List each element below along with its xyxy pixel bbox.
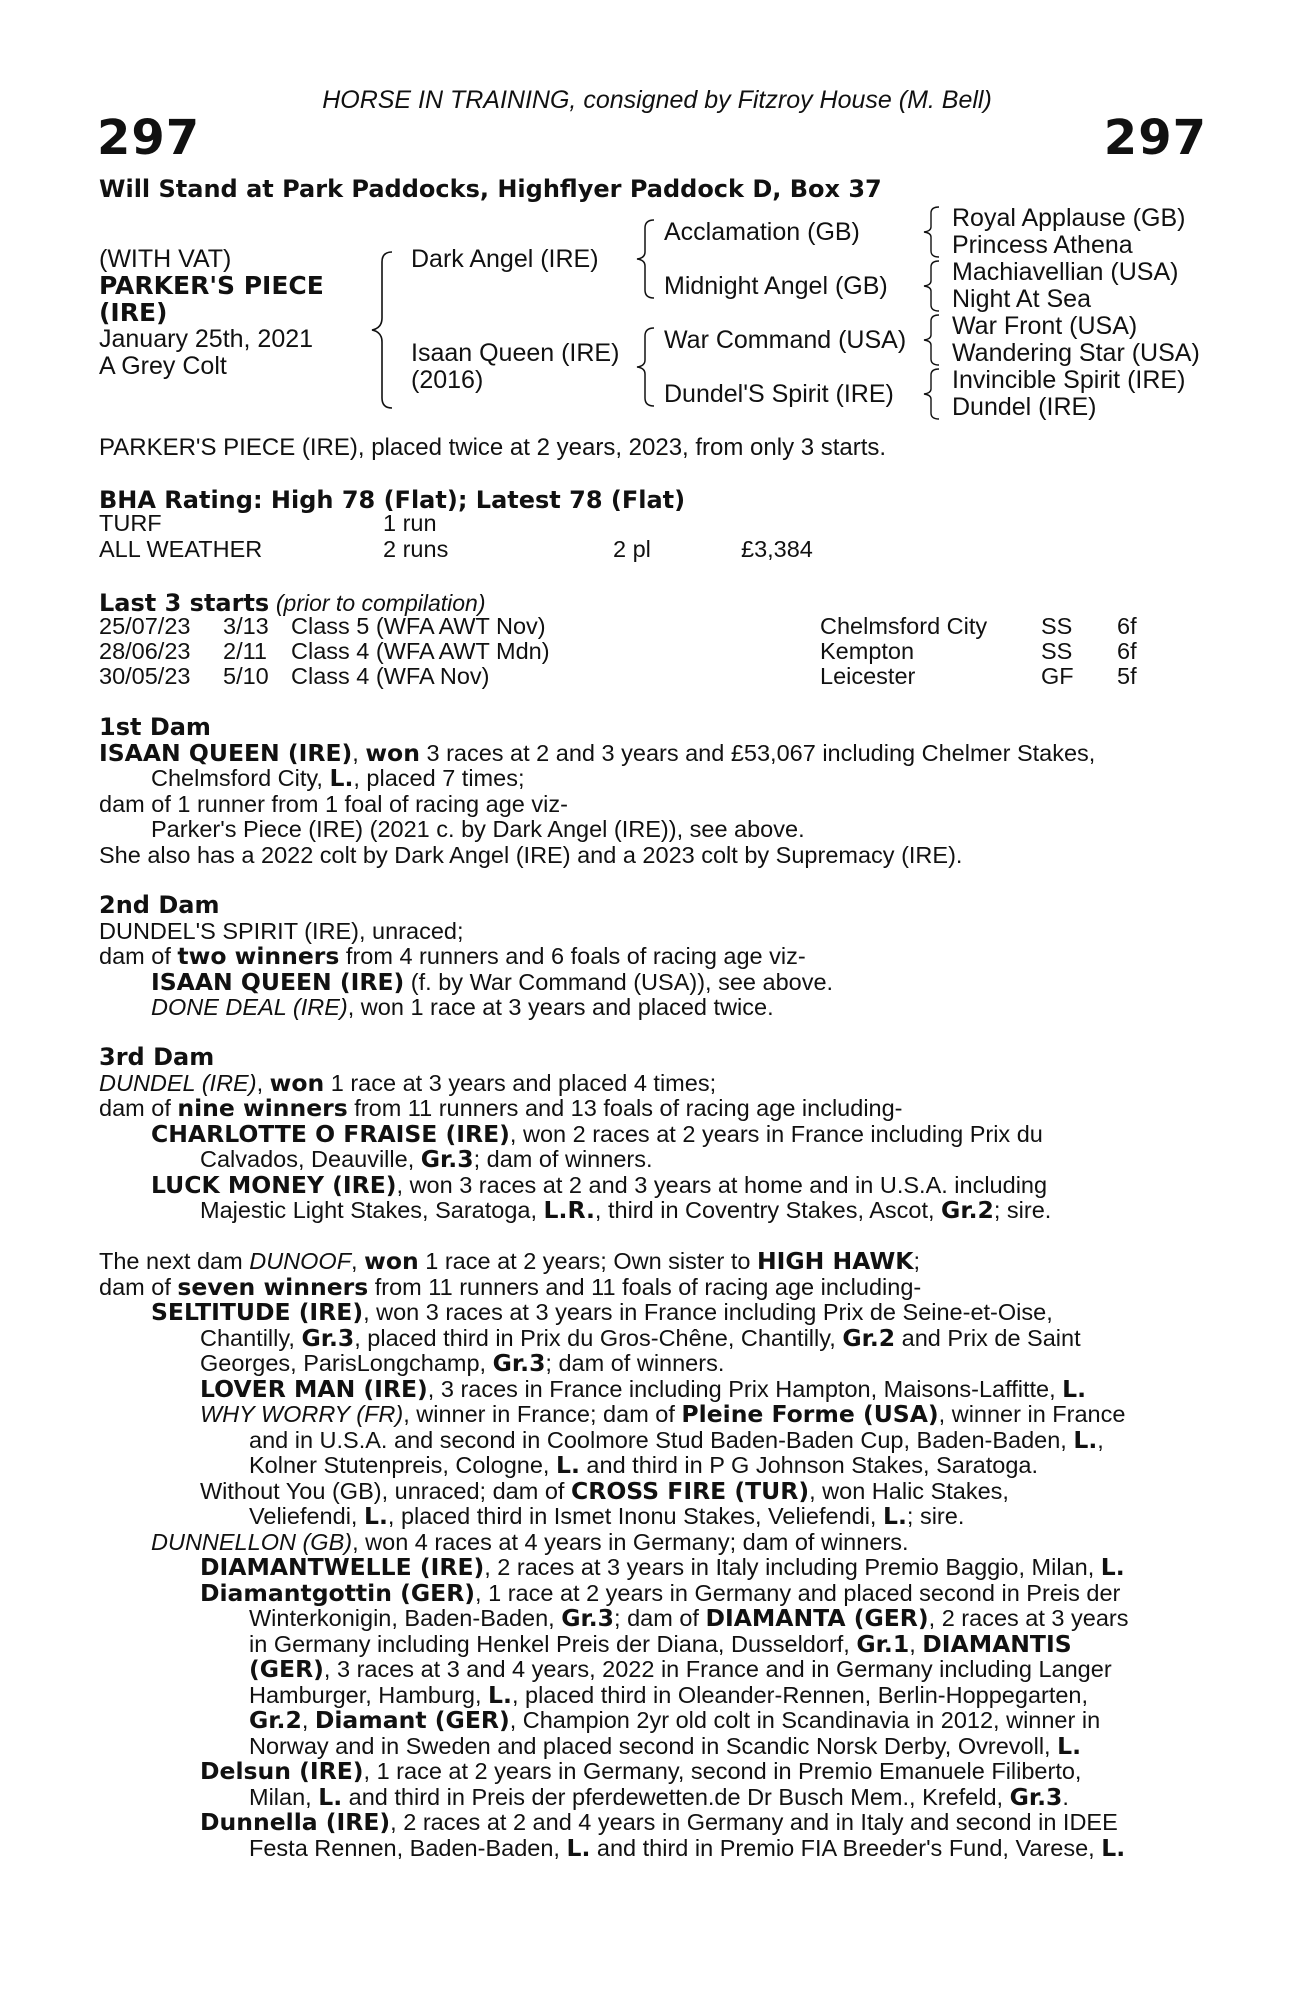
grade-label: Gr.2 [249,1706,302,1734]
won-label: won [269,1068,325,1097]
start-row-1-going: SS [1041,613,1073,639]
first-dam-heading: 1st Dam [99,713,211,741]
gen3-name-3: Machiavellian (USA) [952,258,1179,286]
horse-name: PARKER'S PIECE [99,271,324,300]
listed-label: L. [566,1833,591,1862]
pedigree-brace-5 [921,259,945,313]
start-row-2-date: 28/06/23 [99,638,191,664]
grade-label: Gr.3 [420,1145,474,1173]
gen3-name-4: Night At Sea [952,285,1091,313]
text-fragment: and third in Preis der pferdewetten.de Dr Busch Mem., Krefeld, [342,1783,1010,1810]
offspring-name: ISAAN QUEEN (IRE) [151,967,405,996]
text-fragment: 1 race at 2 years; Own sister to [418,1248,757,1274]
text-fragment: and third in Premio FIA Breeder's Fund, Varese, [590,1834,1102,1861]
text-fragment: The next dam [99,1248,250,1274]
text-fragment: , [909,1630,923,1657]
text-fragment: 3 races at 2 and 3 years and £53,067 including Chelmer Stakes, [419,739,1096,766]
second-dam-heading: 2nd Dam [99,891,220,919]
text-fragment: , [351,1248,365,1274]
next-dam-name: DUNOOF [249,1248,352,1274]
offspring-name: Diamant (GER) [314,1706,510,1734]
text-fragment: from 11 runners and 11 foals of racing age including- [368,1273,922,1300]
listed-label: L. [1057,1731,1082,1760]
text-fragment: , [301,1707,315,1733]
text-fragment: , 2 races at 3 years in Italy including Premio Baggio, Milan, [484,1554,1101,1580]
turf-runs: 1 run [383,510,437,536]
start-row-2-race: Class 4 (WFA AWT Mdn) [291,638,550,664]
start-row-2-dist: 6f [1117,638,1137,664]
next-dam-line-23 [99,1810,1205,1836]
pedigree-brace-7 [921,367,945,421]
next-dam-line-13 [99,1555,1205,1581]
text-fragment: Veliefendi, [249,1503,364,1529]
gen3-name-8: Dundel (IRE) [952,393,1097,421]
start-row-1-course: Chelmsford City [820,613,988,639]
text-fragment: , placed third in Prix du Gros-Chêne, Chantilly, [354,1324,843,1351]
next-dam-line-10 [99,1476,1205,1505]
third-dam-line-4 [99,1147,1205,1173]
second-dam-line-1: DUNDEL'S SPIRIT (IRE), unraced; [99,917,464,944]
text-fragment: , [256,1069,270,1096]
text-fragment: , winner in France [938,1401,1126,1427]
grade-label: Gr.2 [842,1323,896,1352]
aw-label: ALL WEATHER [99,536,263,562]
pedigree-brace-2 [634,218,660,300]
text-fragment: and third in P G Johnson Stakes, Saratoga. [579,1452,1039,1478]
next-dam-line-20 [99,1731,1205,1760]
text-fragment: ; dam of winners. [545,1350,725,1376]
next-dam-line-24 [99,1833,1205,1862]
text-fragment: , [352,739,366,766]
start-row-1-race: Class 5 (WFA AWT Nov) [291,613,546,639]
third-dam-section [99,1045,1205,1224]
listed-label: L. [556,1451,580,1479]
offspring-name: CHARLOTTE O FRAISE (IRE) [151,1119,510,1148]
start-row-1-date: 25/07/23 [99,613,191,639]
vat-note: (WITH VAT) [99,245,232,273]
offspring-name: SELTITUDE (IRE) [151,1298,364,1326]
third-dam-line-2 [99,1096,1205,1122]
text-fragment: , placed third in Oleander-Rennen, Berlin-Hoppegarten, [511,1681,1089,1708]
last-starts-note: (prior to compilation) [275,590,486,616]
next-dam-line-7 [99,1402,1205,1428]
next-dam-line-8 [99,1425,1205,1454]
start-row-3-dist: 5f [1117,663,1137,689]
text-fragment: , won 3 races at 2 and 3 years at home and in U.S.A. including [396,1171,1048,1198]
lot-number-right: 297 [1103,110,1207,166]
text-fragment: ; sire. [906,1503,965,1529]
grade-label: Gr.3 [301,1323,355,1352]
text-fragment: ; [913,1248,920,1274]
dam-year: (2016) [411,366,484,394]
dam-name: Isaan Queen (IRE) [411,339,620,367]
aw-runs: 2 runs [383,536,449,562]
text-fragment: and Prix de Saint [895,1324,1081,1351]
text-fragment: Norway and in Sweden and placed second in Scandic Norsk Derby, Ovrevoll, [249,1732,1058,1759]
start-row-2-course: Kempton [820,638,915,664]
text-fragment: , won 4 races at 4 years in Germany; dam of winners. [352,1528,909,1555]
listed-label: L. [883,1502,907,1530]
winners-count: seven winners [177,1272,369,1301]
text-fragment: Hamburger, Hamburg, [249,1681,489,1708]
first-dam-section [99,715,1205,868]
offspring-name: WHY WORRY (FR) [200,1401,404,1427]
offspring-name: LOVER MAN (IRE) [200,1374,428,1403]
offspring-name: DIAMANTIS [922,1629,1072,1658]
text-fragment: Without You (GB), unraced; dam of [200,1477,571,1504]
third-dam-line-3 [99,1119,1205,1148]
text-fragment: dam of [99,1095,178,1121]
offspring-name: DIAMANTA (GER) [705,1604,929,1632]
sire-dam-name: Midnight Angel (GB) [664,272,888,300]
sire-sire-name: Acclamation (GB) [664,218,860,246]
horse-description: A Grey Colt [99,352,227,380]
pedigree-brace-1 [370,250,400,410]
listed-label: L.R. [543,1196,595,1224]
text-fragment: dam of [99,1273,178,1300]
winners-count: nine winners [177,1094,348,1122]
dam-dam-name: Dundel'S Spirit (IRE) [664,380,894,408]
listed-label: L. [1101,1833,1126,1862]
second-dam-line-2 [99,944,1205,970]
text-fragment: Festa Rennen, Baden-Baden, [249,1834,567,1861]
offspring-name: CROSS FIRE (TUR) [570,1476,810,1505]
offspring-name: LUCK MONEY (IRE) [151,1170,397,1199]
listed-label: L. [363,1502,388,1530]
text-fragment: , 2 races at 3 years [928,1605,1129,1631]
next-dam-line-14 [99,1578,1205,1607]
text-fragment: Winterkonigin, Baden-Baden, [249,1605,562,1631]
text-fragment: , 2 races at 2 and 4 years in Germany and in Italy and second in IDEE [390,1809,1118,1835]
offspring-name: (GER) [249,1655,324,1683]
grade-label: Gr.3 [492,1349,546,1377]
next-dam-line-2 [99,1272,1205,1301]
next-dam-line-15 [99,1606,1205,1632]
first-dam-line-4: Parker's Piece (IRE) (2021 c. by Dark Angel (IRE)), see above. [151,816,805,842]
sire-name: Dark Angel (IRE) [411,245,599,273]
foaling-date: January 25th, 2021 [99,325,314,353]
text-fragment: , won 3 races at 3 years in France including Prix de Seine-et-Oise, [363,1299,1053,1325]
third-dam-name: DUNDEL (IRE) [99,1069,257,1096]
offspring-name: DONE DEAL (IRE) [151,994,348,1020]
lot-number-left: 297 [97,110,201,166]
next-dam-line-21 [99,1759,1205,1785]
third-dam-heading: 3rd Dam [99,1043,215,1071]
text-fragment: and in U.S.A. and second in Coolmore Stud Baden-Baden Cup, Baden-Baden, [249,1426,1074,1453]
text-fragment: ; sire. [993,1197,1052,1223]
text-fragment: , won Halic Stakes, [809,1477,1009,1504]
start-row-2-pos: 2/11 [223,638,267,664]
bha-rating: BHA Rating: High 78 (Flat); Latest 78 (Flat) [99,486,686,514]
second-dam-line-4 [99,995,1205,1021]
aw-placed: 2 pl [613,536,651,562]
text-fragment: Majestic Light Stakes, Saratoga, [200,1197,544,1223]
text-fragment: , winner in France; dam of [403,1401,682,1427]
gen3-name-5: War Front (USA) [952,312,1138,340]
listed-label: L. [329,764,354,792]
offspring-name: Dunnella (IRE) [200,1808,391,1836]
won-label: won [365,738,420,767]
text-fragment: , 1 race at 2 years in Germany, second in Premio Emanuele Filiberto, [363,1758,1082,1784]
pedigree-brace-6 [921,313,945,367]
race-summary: PARKER'S PIECE (IRE), placed twice at 2 years, 2023, from only 3 starts. [99,434,887,461]
next-dam-line-11 [99,1504,1205,1530]
start-row-1-dist: 6f [1117,613,1137,639]
next-dam-line-17 [99,1657,1205,1683]
first-dam-name: ISAAN QUEEN (IRE) [99,738,353,767]
winners-count: two winners [177,942,340,970]
next-dam-line-6 [99,1374,1205,1403]
text-fragment: . [1062,1783,1069,1810]
offspring-name: Pleine Forme (USA) [681,1400,939,1428]
next-dam-line-12 [99,1530,1205,1556]
text-fragment: Milan, [249,1783,319,1810]
first-dam-line-2 [99,766,1205,792]
next-dam-line-1 [99,1249,1205,1275]
text-fragment: , third in Coventry Stakes, Ascot, [594,1197,942,1223]
offspring-name: DUNNELLON (GB) [151,1528,353,1555]
grade-label: Gr.3 [1009,1782,1063,1811]
second-dam-line-3 [99,967,1205,996]
next-dam-line-19 [99,1708,1205,1734]
offspring-name: DIAMANTWELLE (IRE) [200,1553,485,1581]
start-row-1-pos: 3/13 [223,613,269,639]
third-dam-line-6 [99,1198,1205,1224]
start-row-3-course: Leicester [820,663,916,689]
next-dam-line-18 [99,1680,1205,1709]
text-fragment: in Germany including Henkel Preis der Diana, Dusseldorf, [249,1630,857,1657]
next-dam-line-9 [99,1453,1205,1479]
start-row-3-pos: 5/10 [223,663,269,689]
horse-name-country: (IRE) [99,298,168,327]
grade-label: Gr.3 [561,1604,615,1632]
text-fragment: , [1097,1426,1104,1453]
listed-label: L. [318,1782,343,1811]
text-fragment: from 11 runners and 13 foals of racing age including- [347,1095,903,1121]
next-dam-line-4 [99,1323,1205,1352]
start-row-3-race: Class 4 (WFA Nov) [291,663,490,689]
pedigree-brace-3 [634,326,660,408]
first-dam-line-5: She also has a 2022 colt by Dark Angel (IRE) and a 2023 colt by Supremacy (IRE). [99,841,963,868]
first-dam-line-3: dam of 1 runner from 1 foal of racing age viz- [99,790,568,817]
text-fragment: Chantilly, [200,1324,302,1351]
start-row-3-date: 30/05/23 [99,663,191,689]
grade-label: Gr.2 [941,1196,994,1224]
text-fragment: , placed 7 times; [353,765,525,791]
text-fragment: Chelmsford City, [151,765,330,791]
stand-location: Will Stand at Park Paddocks, Highflyer Paddock D, Box 37 [99,175,882,203]
text-fragment: , 3 races in France including Prix Hampton, Maisons-Laffitte, [427,1375,1063,1402]
next-dam-line-3 [99,1300,1205,1326]
won-label: won [364,1247,419,1275]
text-fragment: dam of [99,943,178,969]
text-fragment: , Champion 2yr old colt in Scandinavia in 2012, winner in [509,1707,1101,1733]
next-dam-line-16 [99,1629,1205,1658]
listed-label: L. [1073,1425,1098,1454]
text-fragment: Calvados, Deauville, [200,1146,421,1172]
text-fragment: , won 2 races at 2 years in France including Prix du [509,1120,1043,1147]
gen3-name-2: Princess Athena [952,231,1133,259]
first-dam-line-1 [99,738,1205,767]
aw-earnings: £3,384 [741,536,813,562]
listed-label: L. [1062,1374,1087,1403]
listed-label: L. [1100,1553,1125,1581]
text-fragment: , 3 races at 3 and 4 years, 2022 in France and in Germany including Langer [323,1656,1112,1682]
start-row-2-going: SS [1041,638,1073,664]
pedigree-brace-4 [921,205,945,259]
gen3-name-7: Invincible Spirit (IRE) [952,366,1186,394]
text-fragment: Kolner Stutenpreis, Cologne, [249,1452,556,1478]
text-fragment: , placed third in Ismet Inonu Stakes, Veliefendi, [387,1503,883,1529]
text-fragment: Georges, ParisLongchamp, [200,1350,493,1376]
offspring-name: Diamantgottin (GER) [200,1578,476,1607]
third-dam-line-5 [99,1170,1205,1199]
gen3-name-6: Wandering Star (USA) [952,339,1200,367]
gen3-name-1: Royal Applause (GB) [952,204,1186,232]
next-dam-section [99,1249,1205,1861]
text-fragment: (f. by War Command (USA)), see above. [404,968,834,995]
text-fragment: ; dam of [614,1605,706,1631]
next-dam-line-22 [99,1782,1205,1811]
text-fragment: ; dam of winners. [473,1146,653,1172]
text-fragment: 1 race at 3 years and placed 4 times; [324,1069,717,1096]
grade-label: Gr.1 [856,1629,910,1658]
text-fragment: from 4 runners and 6 foals of racing age viz- [339,943,806,969]
sibling-name: HIGH HAWK [756,1247,914,1275]
consignment-header: HORSE IN TRAINING, consigned by Fitzroy House (M. Bell) [322,86,992,114]
next-dam-line-5 [99,1351,1205,1377]
dam-sire-name: War Command (USA) [664,326,907,354]
second-dam-section [99,893,1205,1021]
third-dam-line-1 [99,1068,1205,1097]
text-fragment: , 1 race at 2 years in Germany and placed second in Preis der [475,1579,1121,1606]
offspring-name: Delsun (IRE) [200,1757,364,1785]
text-fragment: , won 1 race at 3 years and placed twice. [347,994,774,1020]
turf-label: TURF [99,510,162,536]
listed-label: L. [488,1680,512,1709]
start-row-3-going: GF [1041,663,1074,689]
last-starts-title: Last 3 starts [99,589,270,617]
